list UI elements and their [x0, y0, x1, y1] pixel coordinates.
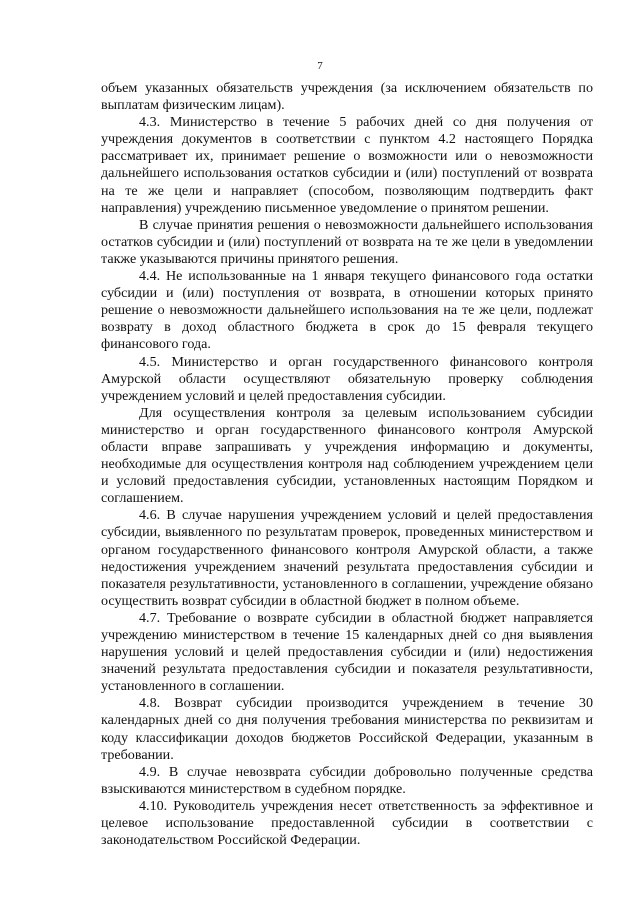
paragraph-4-3-notice: В случае принятия решения о невозможности дальнейшего использования остатков субсидии и (или) поступлений от возврата на те же цели в уведомлении также указываются причины принятого решения. — [101, 216, 593, 267]
paragraph-4-6: 4.6. В случае нарушения учреждением условий и целей предоставления субсидии, выявленного по результатам проверок, проведенных министерством и органом государственного финансового контроля Амурской области, а также недостижения учреждением значений результата предоставления субсидии и показателя результативности, установленного в соглашении, учреждение обязано осуществить возврат субсидии в областной бюджет в полном объеме. — [101, 507, 593, 609]
paragraph-4-7: 4.7. Требование о возврате субсидии в областной бюджет направляется учреждению министерством в течение 15 календарных дней со дня выявления нарушения условий и целей предоставления субсидии и (или) недостижения значений результата предоставления субсидии и показателя результативности, установленного в соглашении. — [101, 609, 593, 695]
paragraph-4-4: 4.4. Не использованные на 1 января текущего финансового года остатки субсидии и (или) поступления от возврата, в отношении которых принято решение о невозможности дальнейшего использования на те же цели, подлежат возврату в доход областного бюджета в срок до 15 февраля текущего финансового года. — [101, 268, 593, 353]
document-body — [101, 80, 593, 849]
paragraph-4-8: 4.8. Возврат субсидии производится учреждением в течение 30 календарных дней со дня получения требования министерства по реквизитам и коду классификации доходов бюджетов Российской Федерации, указанным в требовании. — [101, 695, 593, 763]
paragraph-4-5: 4.5. Министерство и орган государственного финансового контроля Амурской области осуществляют обязательную проверку соблюдения учреждением условий и целей предоставления субсидии. — [101, 353, 593, 404]
paragraph-4-9: 4.9. В случае невозврата субсидии добровольно полученные средства взыскиваются министерством в судебном порядке. — [101, 763, 593, 797]
page-number: 7 — [317, 60, 323, 72]
paragraph-continuation: объем указанных обязательств учреждения (за исключением обязательств по выплатам физическим лицам). — [101, 80, 593, 114]
paragraph-4-5-control: Для осуществления контроля за целевым использованием субсидии министерство и орган государственного финансового контроля Амурской области вправе запрашивать у учреждения информацию и документы, необходимые для осуществления контроля над соблюдением учреждением цели и условий предоставления субсидии, установленных настоящим Порядком и соглашением. — [101, 404, 593, 507]
paragraph-4-10: 4.10. Руководитель учреждения несет ответственность за эффективное и целевое использование предоставленной субсидии в соответствии с законодательством Российской Федерации. — [101, 797, 593, 849]
paragraph-4-3: 4.3. Министерство в течение 5 рабочих дней со дня получения от учреждения документов в соответствии с пунктом 4.2 настоящего Порядка рассматривает их, принимает решение о возможности или о невозможности дальнейшего использования остатков субсидии и (или) поступлений от возврата на те же цели и направляет (способом, позволяющим подтвердить факт направления) учреждению письменное уведомление о принятом решении. — [101, 114, 593, 216]
